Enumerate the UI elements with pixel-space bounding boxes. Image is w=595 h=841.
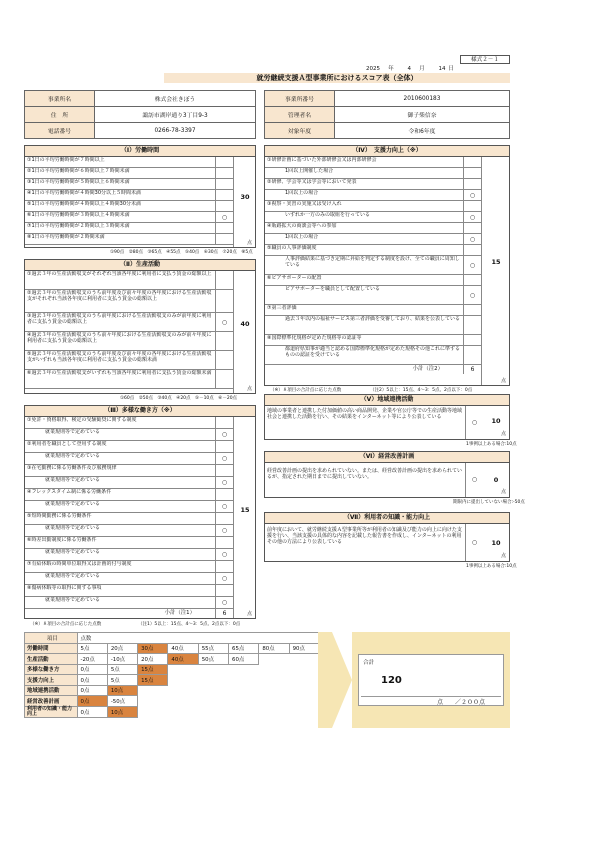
score-row-mark [463,245,481,256]
summary-cell: 10点 [107,706,137,717]
facility-info-table [264,90,510,139]
working-hours-notes: ①90点 ②80点 ③65点 ④55点 ⑤40点 ⑥30点 ⑦20点 ⑧5点 [110,250,253,255]
summary-row [25,643,320,654]
score-row-mark [215,332,233,351]
summary-row [25,685,320,696]
summary-cell: 30点 [138,643,168,654]
total-max: ／２００点 [455,699,486,706]
score-row-mark [215,234,233,245]
skills-note: 1事例以上ある場合:10点 [466,564,517,569]
work-styles-note-right: （注1）5以上：15点、4～3：5点、2点以下：0点 [138,622,241,627]
score-row-label: ⑤1日の平均労働時間が４時間以上４時間30分未満 [25,201,215,212]
score-row-mark [215,290,233,313]
summary-cell: 15点 [138,675,168,686]
score-row-label: ⑧国際標準化規格が定めた規格等の認証等 [265,335,463,346]
section-management-plan [264,451,510,498]
score-row-label: いずれか一方のみの取組を行っている [265,212,463,223]
score-row-mark: ○ [463,256,481,275]
summary-cell [259,675,289,686]
facility-no-value: 2010600183 [335,91,510,107]
summary-cell [198,706,228,717]
score-row-label: 1回以上の場合 [265,190,463,201]
summary-cell: -50点 [107,696,137,707]
score-row-label: 就業規則等で定めている [25,525,215,537]
score-row-label: 就業規則等で定めている [25,549,215,561]
support-note-left: （※）８項目の合計点に応じた点数 [270,388,342,393]
score-row-mark [215,351,233,370]
section-work-styles [24,405,256,619]
score-row-label: ②1日の平均労働時間が６時間以上７時間未満 [25,168,215,179]
subtotal-label: 小計（注1） [164,610,195,616]
summary-cell: 0点 [77,664,107,675]
score-row-label: ⑥過去３年の生産活動収支がいずれも当該各年度に利用者に支払う賃金の総額未満 [25,370,215,389]
score-row-label: ②過去３年の生産活動収支のうち前年度及び前々年度の各年度における生産活動収支がそれぞれ当該各年度に利用者に支払う賃金の総額以上 [25,290,215,313]
column-divider [481,157,482,385]
section-title: （Ⅶ）利用者の知識・能力向上 [265,513,509,524]
tel-value: 0266-78-3397 [95,123,256,139]
summary-row-label: 地域連携活動 [25,685,78,696]
score-row-label: ④販路拡大の商談会等への参加 [265,223,463,234]
score-row-mark: ○ [215,597,233,609]
summary-cell [289,654,319,665]
section-title: （Ⅱ）生産活動 [25,260,255,271]
section-support-capacity [264,145,510,386]
operator-value: 株式会社きぼう [95,91,256,107]
section-title: （Ⅳ） 支援力向上（※） [265,146,509,157]
summary-cell [138,696,168,707]
summary-cell: -10点 [107,654,137,665]
address-value: 諏訪市湖岸通り3丁目9-3 [95,107,256,123]
score-row-mark: ○ [463,286,481,305]
summary-cell: 20点 [138,654,168,665]
summary-cell [259,696,289,707]
plan-text: 経営改善計画の提出を求められていない。または、経営改善計画の提出を求められているが、指定された期日までに提出していない。 [267,468,463,480]
score-row-label: ⑥1日の平均労働時間が３時間以上４時間未満 [25,212,215,223]
score-row-label: 1回以上開催した場合 [265,168,463,179]
summary-cell: 50点 [198,654,228,665]
address-label: 住 所 [25,107,95,123]
score-row-label: ①研修計画に基づいた外部研修会又は内部研修会 [265,157,463,168]
summary-header-points: 点数 [77,633,319,644]
score-row-mark [215,585,233,597]
summary-cell [259,706,289,717]
column-divider [233,157,234,247]
summary-cell: 0点 [77,675,107,686]
summary-cell [229,664,259,675]
score-row-mark [215,179,233,190]
summary-cell: 5点 [77,643,107,654]
subtotal-value: 6 [463,365,481,374]
summary-cell: 0点 [77,696,107,707]
score-row-label: ①免許・資格取得、検定の受験勧奨に関する制度 [25,417,215,429]
summary-cell: 90点 [289,643,319,654]
score-row-mark: ○ [215,477,233,489]
summary-row-label: 経営改善計画 [25,696,78,707]
section-pt: 点 [500,378,506,384]
summary-cell: -20点 [77,654,107,665]
section-working-hours [24,145,256,248]
regional-score: 10 [491,417,501,425]
score-summary-table [24,632,320,718]
section-score: 15 [240,506,250,514]
regional-pt: 点 [501,431,507,437]
score-row-mark [215,190,233,201]
summary-row [25,675,320,686]
score-row-mark [463,335,481,346]
summary-cell [198,685,228,696]
summary-cell [229,685,259,696]
score-row-label: ①1日の平均労働時間が７時間以上 [25,157,215,168]
column-divider [233,271,234,393]
score-row-mark [215,157,233,168]
score-row-label: ④1日の平均労働時間が４時間30分以上５時間未満 [25,190,215,201]
score-row-label: 就業規則等で定めている [25,477,215,489]
tel-label: 電話番号 [25,123,95,139]
score-row-label: ③1日の平均労働時間が５時間以上６時間未満 [25,179,215,190]
summary-cell [229,696,259,707]
score-row-mark [463,223,481,234]
summary-row-label: 支援力向上 [25,675,78,686]
summary-cell [259,654,289,665]
skills-pt: 点 [501,553,507,559]
summary-cell [289,685,319,696]
section-title: （Ⅵ）経営改善計画 [265,452,509,463]
manager-label: 管理者名 [265,107,335,123]
summary-cell: 0点 [77,685,107,696]
summary-cell [168,696,198,707]
total-pt: 点 [437,699,444,706]
summary-cell [138,685,168,696]
summary-cell: 15点 [138,664,168,675]
summary-header-item: 項目 [25,633,78,644]
score-row-mark [215,513,233,525]
summary-row [25,664,320,675]
score-row-label: 就業規則等で定めている [25,573,215,585]
score-row-label: ⑦1日の平均労働時間が２時間以上３時間未満 [25,223,215,234]
section-score: 40 [240,320,250,328]
score-row-label: ③在宅勤務に係る労働条件及び服務規律 [25,465,215,477]
score-row-mark [463,275,481,286]
score-row-label: ⑦第三者評価 [265,305,463,316]
section-regional-collaboration [264,394,510,440]
summary-cell: 20点 [107,643,137,654]
fiscal-year-label: 対象年度 [265,123,335,139]
date-month: 4 [407,66,412,72]
summary-row [25,654,320,665]
score-row-mark [215,201,233,212]
score-row-mark: ○ [463,190,481,201]
date-day: 14 [438,66,446,72]
section-production [24,259,256,394]
score-row-label: 就業規則等で定めている [25,429,215,441]
summary-cell [229,706,259,717]
operator-label: 事業所名 [25,91,95,107]
summary-cell [168,664,198,675]
summary-cell [198,696,228,707]
score-row-label: 都道府県知事が適当と認める国際標準化規格が定めた規格その他これに準ずるものの認証を受けている [265,346,463,365]
summary-cell: 55点 [198,643,228,654]
score-row-label: ⑦有給休暇の時間単位取得又は計画的付与制度 [25,561,215,573]
date-month-label: 月 [419,66,425,72]
score-row-mark [215,441,233,453]
summary-cell [138,706,168,717]
score-row-mark: ○ [215,313,233,332]
section-title: （Ⅰ）労働時間 [25,146,255,157]
summary-cell: 5点 [107,664,137,675]
score-row-mark: ○ [215,429,233,441]
summary-row [25,696,320,707]
section-pt: 点 [246,611,252,617]
score-row-mark [463,305,481,316]
score-row-mark: ○ [215,212,233,223]
summary-cell [168,675,198,686]
regional-text: 地域の事業者と連携した付加価値の高い商品開発、企業や官公庁等での生産活動等地域社会と連携した活動を行い、その結果をインターネット等により公表している [267,408,463,420]
score-row-mark [215,561,233,573]
fiscal-year-value: 令和6年度 [335,123,510,139]
production-notes: ①60点 ②50点 ③40点 ④20点 ⑤－10点 ⑥－20点 [120,396,238,401]
summary-cell: 40点 [168,654,198,665]
score-row-label: ⑧1日の平均労働時間が２時間未満 [25,234,215,245]
score-row-mark [463,316,481,335]
column-divider [233,417,234,618]
score-row-mark [215,168,233,179]
score-row-mark: ○ [215,453,233,465]
section-user-skills [264,512,510,562]
score-row-mark: ○ [215,573,233,585]
score-row-label: 1回以上の場合 [265,234,463,245]
operator-info-table [24,90,256,139]
score-row-label: ③視察・実習の実施又は受け入れ [265,201,463,212]
score-row-mark: ○ [463,212,481,223]
summary-cell [289,675,319,686]
score-row-mark [463,201,481,212]
facility-no-label: 事業所番号 [265,91,335,107]
plan-note: 期限内に提出していない場合:-50点 [453,500,525,505]
score-row-mark [463,346,481,365]
section-score: 30 [240,193,250,201]
score-row-label: ⑤過去３年の生産活動収支のうち前年度及び前々年度の各年度における生産活動収支がいずれも当該各年度に利用者に支払う賃金の総額未満 [25,351,215,370]
score-row-mark [215,489,233,501]
document-date [366,64,454,72]
score-row-label: 就業規則等で定めている [25,597,215,609]
summary-cell [168,685,198,696]
summary-cell [259,685,289,696]
score-row-label: ①過去３年の生産活動収支がそれぞれ当該各年度に利用者に支払う賃金の総額以上 [25,271,215,290]
summary-cell: 40点 [168,643,198,654]
summary-row-label: 労働時間 [25,643,78,654]
summary-cell [198,675,228,686]
score-row-label: ②研修、学会等又は学会等において発表 [265,179,463,190]
page-title: 就労継続支援Ａ型事業所におけるスコア表（全体） [164,73,510,83]
section-title: （Ⅲ）多様な働き方（※） [25,406,255,417]
score-row-mark: ○ [215,549,233,561]
summary-cell: 10点 [107,685,137,696]
date-year: 2025 [366,66,380,72]
summary-cell [289,706,319,717]
summary-cell [198,664,228,675]
section-pt: 点 [246,386,252,392]
summary-cell [259,664,289,675]
subtotal-value: 6 [215,609,233,618]
support-note-right: （注2）5以上：15点、4～3：5点、2点以下：0点 [370,388,473,393]
score-row-mark: ○ [215,501,233,513]
plan-pt: 点 [501,489,507,495]
total-box [358,654,504,706]
score-row-label: ③過去３年の生産活動収支のうち前年度における生産活動収支のみが前年度に利用者に支払う賃金の総額以上 [25,313,215,332]
score-row-label: ⑥時差出勤制度に係る労働条件 [25,537,215,549]
section-score: 15 [491,258,501,266]
section-pt: 点 [246,240,252,246]
score-row-mark [463,157,481,168]
summary-cell [289,696,319,707]
arrow-icon [318,632,352,728]
score-row-mark: ○ [463,234,481,245]
score-row-label: 就業規則等で定めている [25,453,215,465]
score-row-mark [215,417,233,429]
score-row-label: ②利用者を職員として登用する制度 [25,441,215,453]
skills-score: 10 [491,539,501,547]
score-row-mark [215,537,233,549]
summary-row [25,706,320,717]
total-label: 合計 [363,660,375,666]
total-panel [352,632,510,728]
score-row-mark: ○ [215,525,233,537]
score-row-label: 人事評価結果に基づき定期に昇給を判定する制度を設け、全ての職員に周知している [265,256,463,275]
summary-cell: 60点 [229,654,259,665]
plan-score: 0 [493,476,499,484]
score-row-mark [215,223,233,234]
date-year-label: 年 [388,66,394,72]
summary-cell [289,664,319,675]
subtotal-label: 小計（注2） [412,366,443,372]
skills-mark: ○ [465,524,483,561]
summary-cell: 65点 [229,643,259,654]
score-row-label: ⑥ピアサポーターの配置 [265,275,463,286]
score-row-mark [463,168,481,179]
score-row-label: ④フレックスタイム制に係る労働条件 [25,489,215,501]
skills-text: 前年度において、就労継続支援Ａ型事業所等が利用者の知識及び能力の向上に向けた支援を行い、当該支援の具体的な内容を記載した報告書を作成し、インターネットの利用その他の方法により公表している [267,527,462,545]
score-row-label: 就業規則等で定めている [25,501,215,513]
date-day-label: 日 [448,66,454,72]
score-row-mark [215,465,233,477]
summary-cell: 0点 [77,706,107,717]
score-row-label: ④過去３年の生産活動収支のうち前々年度における生産活動収支のみが前々年度に利用者に支払う賃金の総額以上 [25,332,215,351]
total-score: 120 [381,675,402,686]
summary-row-label: 多様な働き方 [25,664,78,675]
score-row-label: ⑤短時間勤務に係る労働条件 [25,513,215,525]
plan-mark: ○ [465,463,483,497]
manager-value: 御子柴信奈 [335,107,510,123]
total-points-line [361,696,501,706]
summary-row-label: 生産活動 [25,654,78,665]
score-row-label: 過去３年以内の福祉サービス第三者評価を受審しており、結果を公表している [265,316,463,335]
score-row-mark [463,179,481,190]
form-number: 様式２－１ [460,55,510,64]
summary-cell [168,706,198,717]
summary-row-label: 利用者の知識・能力向上 [25,706,78,717]
summary-cell: 5点 [107,675,137,686]
section-title: （Ⅴ）地域連携活動 [265,395,509,406]
score-row-mark [215,271,233,290]
score-row-mark [215,370,233,389]
summary-cell: 80点 [259,643,289,654]
score-row-label: ⑧傷病休暇等の取得に関する事項 [25,585,215,597]
summary-cell [229,675,259,686]
score-row-label: ピアサポーターを職員として配置している [265,286,463,305]
regional-mark: ○ [465,406,483,439]
work-styles-note-left: （※）８項目の合計点に応じた点数 [30,622,102,627]
score-row-label: ⑤職員の人事評価制度 [265,245,463,256]
regional-note: 1事例以上ある場合:10点 [466,442,517,447]
